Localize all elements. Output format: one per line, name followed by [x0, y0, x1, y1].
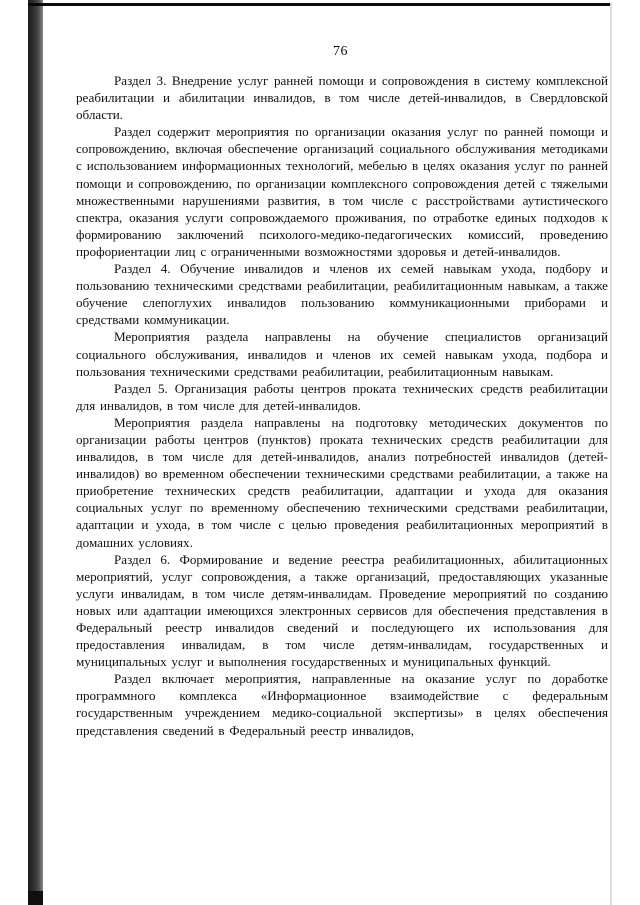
paragraph-section-3-heading: Раздел 3. Внедрение услуг ранней помощи и сопровождения в систему комплексной реабилитации и абилитации инвалидов, в том числе детей-инвалидов, в Свердловской области.: [76, 73, 608, 123]
paragraph-section-3-body: Раздел содержит мероприятия по организации оказания услуг по ранней помощи и сопровождению, включая обеспечение организаций социального обслуживания методиками с использованием информационных технологий, мебелью в целях оказания услуг по ранней помощи и сопровождению, по организации комплексного сопровождения детей с тяжелыми множественными нарушениями развития, в том числе с расстройствами аутистического спектра, оказания услуги сопровождаемого проживания, по отработке единых подходов к формированию заключений психолого-медико-педагогических комиссий, проведению профориентации лиц с ограниченными возможностями здоровья и детей-инвалидов.: [76, 124, 608, 259]
scan-binding-strip: [28, 0, 43, 905]
paragraph-section-4-body: Мероприятия раздела направлены на обучение специалистов организаций социального обслуживания, инвалидов и членов их семей навыкам ухода, подбора и пользования техническими средствами реабилитации, реабилитационным навыкам.: [76, 329, 608, 379]
paragraph-section-6-heading: Раздел 6. Формирование и ведение реестра реабилитационных, абилитационных мероприятий, услуг сопровождения, а также организаций, предоставляющих указанные услуги инвалидам, в том числе детям-инвалидам. Проведение мероприятий по созданию новых или адаптации имеющихся электронных сервисов для обеспечения представления в Федеральный реестр инвалидов сведений и последующего их использования для предоставления инвалидам, в том числе детям-инвалидам, государственных и муниципальных услуг и выполнения государственных и муниципальных функций.: [76, 551, 608, 670]
paragraph-section-5-heading: Раздел 5. Организация работы центров проката технических средств реабилитации для инвалидов, в том числе для детей-инвалидов.: [76, 380, 608, 413]
page-margin: [0, 0, 28, 905]
paragraph-section-6-body: Раздел включает мероприятия, направленные на оказание услуг по доработке программного комплекса «Информационное взаимодействие с федеральным государственным учреждением медико-социальной экспертизы» в целях обеспечения представления сведений в Федеральный реестр инвалидов,: [76, 671, 608, 738]
page-number: 76: [333, 44, 348, 59]
top-border-rule: [28, 3, 610, 6]
bottom-scan-mark: [28, 891, 43, 905]
body-text: [76, 72, 608, 895]
right-border-rule: [610, 3, 612, 905]
paragraph-section-4-heading: Раздел 4. Обучение инвалидов и членов их семей навыкам ухода, подбору и пользованию техническими средствами реабилитации, реабилитационным навыкам, а также обучение слепоглухих инвалидов пользованию коммуникационными приборами и средствами коммуникации.: [76, 261, 608, 328]
paragraph-section-5-body: Мероприятия раздела направлены на подготовку методических документов по организации работы центров (пунктов) проката технических средств реабилитации для инвалидов, в том числе для детей-инвалидов, анализ потребностей инвалидов (детей-инвалидов) во временном обеспечении техническими средствами реабилитации, а также на приобретение технических средств реабилитации, адаптации и ухода для оказания социальных услуг по временному обеспечению техническими средствами реабилитации, адаптации и ухода, в том числе с целью проведения реабилитационных мероприятий в домашних условиях.: [76, 414, 608, 550]
